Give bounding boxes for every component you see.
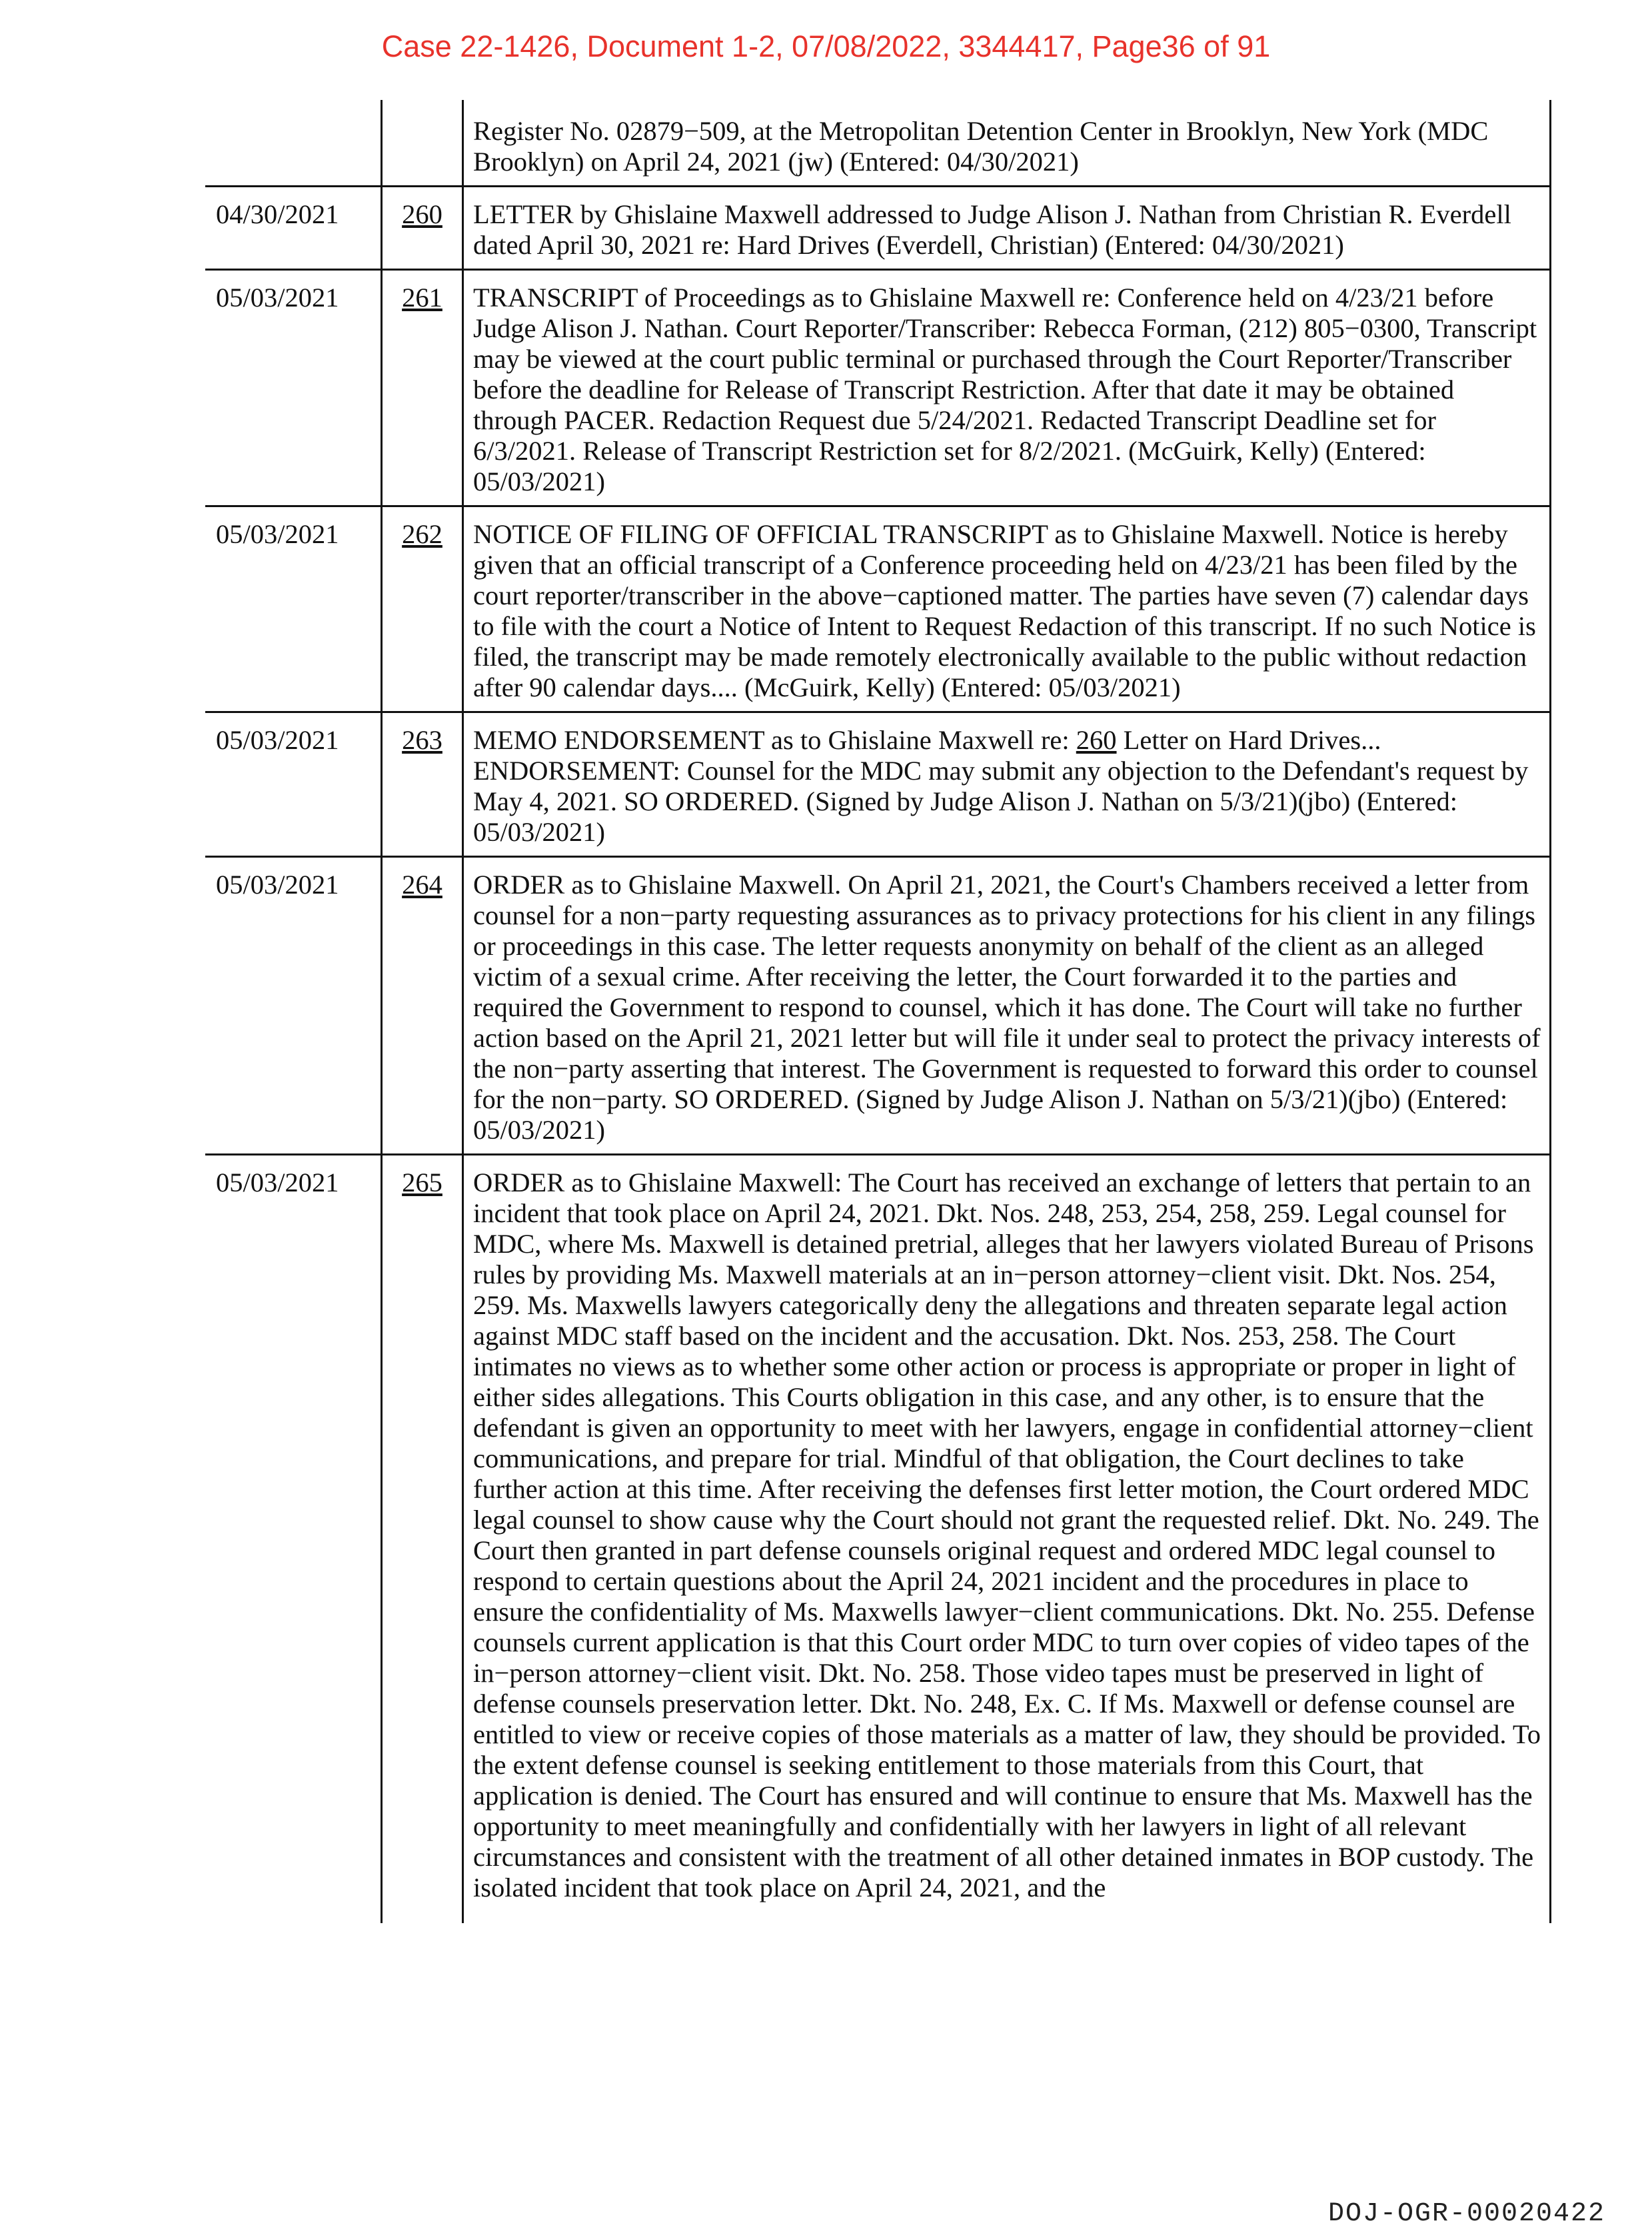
- docket-entry: [205, 507, 1551, 713]
- entry-number-cell: [381, 858, 462, 1153]
- entry-number-cell: [381, 100, 462, 185]
- entry-number-cell: [381, 713, 462, 856]
- entry-number-link[interactable]: 265: [402, 1167, 442, 1197]
- docket-entry: [205, 271, 1551, 507]
- entry-text: TRANSCRIPT of Proceedings as to Ghislaine Maxwell re: Conference held on 4/23/21 before Judge Alison J. Nathan. Court Reporter/Transcriber: Rebecca Forman, (212) 805−0300, Transcript may be viewed at the court public terminal or purchased through the Court Reporter/Transcriber before the deadline for Release of Transcript Restriction. After that date it may be obtained through PACER. Redaction Request due 5/24/2021. Redacted Transcript Deadline set for 6/3/2021. Release of Transcript Restriction set for 8/2/2021. (McGuirk, Kelly) (Entered: 05/03/2021): [462, 271, 1551, 505]
- entry-number-cell: [381, 507, 462, 711]
- entry-text: LETTER by Ghislaine Maxwell addressed to Judge Alison J. Nathan from Christian R. Everdell dated April 30, 2021 re: Hard Drives (Everdell, Christian) (Entered: 04/30/2021): [462, 187, 1551, 269]
- entry-date: 05/03/2021: [216, 1167, 339, 1197]
- entry-text-after-ref: Letter on Hard Drives... ENDORSEMENT: Counsel for the MDC may submit any objection to the Defendant's request by May 4, 2021. SO ORDERED. (Signed by Judge Alison J. Nathan on 5/3/21)(jbo) (Entered: 05/03/2021): [473, 725, 1529, 847]
- docket-entry: [205, 1155, 1551, 1923]
- entry-number-link[interactable]: 260: [402, 199, 442, 229]
- entry-number-cell: [381, 187, 462, 269]
- docket-table: [205, 100, 1551, 2106]
- docket-entry: [205, 713, 1551, 858]
- entry-text: [462, 713, 1551, 856]
- entry-number-link[interactable]: 264: [402, 870, 442, 900]
- case-header: Case 22-1426, Document 1-2, 07/08/2022, 3344417, Page36 of 91: [381, 29, 1271, 63]
- entry-number-cell: [381, 1155, 462, 1923]
- bates-number: DOJ-OGR-00020422: [1327, 2199, 1605, 2229]
- entry-text: ORDER as to Ghislaine Maxwell: The Court has received an exchange of letters that pertain to an incident that took place on April 24, 2021. Dkt. Nos. 248, 253, 254, 258, 259. Legal counsel for MDC, where Ms. Maxwell is detained pretrial, alleges that her lawyers violated Bureau of Prisons rules by providing Ms. Maxwell materials at an in−person attorney−client visit. Dkt. Nos. 254, 259. Ms. Maxwells lawyers categorically deny the allegations and threaten separate legal action against MDC staff based on the incident and the accusation. Dkt. Nos. 253, 258. The Court intimates no views as to whether some other action or process is appropriate or proper in light of either sides allegations. This Courts obligation in this case, and any other, is to ensure that the defendant is given an opportunity to meet with her lawyers, engage in confidential attorney−client communications, and prepare for trial. Mindful of that obligation, the Court declines to take further action at this time. After receiving the defenses first letter motion, the Court ordered MDC legal counsel to show cause why the Court should not grant the requested relief. Dkt. No. 249. The Court then granted in part defense counsels original request and ordered MDC legal counsel to respond to certain questions about the April 24, 2021 incident and the procedures in place to ensure the confidentiality of Ms. Maxwells lawyer−client communications. Dkt. No. 255. Defense counsels current application is that this Court order MDC to turn over copies of video tapes of the in−person attorney−client visit. Dkt. No. 258. Those video tapes must be preserved in light of defense counsels preservation letter. Dkt. No. 248, Ex. C. If Ms. Maxwell or defense counsel are entitled to view or receive copies of those materials as a matter of law, they should be provided. To the extent defense counsel is seeking entitlement to those materials from this Court, that application is denied. The Court has ensured and will continue to ensure that Ms. Maxwell has the opportunity to meet meaningfully and confidentially with her lawyers in light of all relevant circumstances and consistent with the treatment of all other detained inmates in BOP custody. The isolated incident that took place on April 24, 2021, and the: [462, 1155, 1551, 1923]
- docket-reference-link[interactable]: 260: [1076, 725, 1117, 755]
- docket-entry: [205, 858, 1551, 1155]
- entry-number-cell: [381, 271, 462, 505]
- entry-number-link[interactable]: 263: [402, 725, 442, 755]
- entry-date: 04/30/2021: [216, 199, 339, 229]
- entry-text: Register No. 02879−509, at the Metropolitan Detention Center in Brooklyn, New York (MDC Brooklyn) on April 24, 2021 (jw) (Entered: 04/30/2021): [462, 100, 1551, 185]
- entry-date: 05/03/2021: [216, 870, 339, 900]
- entry-number-link[interactable]: 261: [402, 283, 442, 313]
- entry-date: 05/03/2021: [216, 519, 339, 549]
- docket-entry: [205, 100, 1551, 187]
- entry-text: NOTICE OF FILING OF OFFICIAL TRANSCRIPT as to Ghislaine Maxwell. Notice is hereby given that an official transcript of a Conference proceeding held on 4/23/21 has been filed by the court reporter/transcriber in the above−captioned matter. The parties have seven (7) calendar days to file with the court a Notice of Intent to Request Redaction of this transcript. If no such Notice is filed, the transcript may be made remotely electronically available to the public without redaction after 90 calendar days.... (McGuirk, Kelly) (Entered: 05/03/2021): [462, 507, 1551, 711]
- docket-entry: [205, 187, 1551, 271]
- entry-text: ORDER as to Ghislaine Maxwell. On April 21, 2021, the Court's Chambers received a letter from counsel for a non−party requesting assurances as to privacy protections for his client in any filings or proceedings in this case. The letter requests anonymity on behalf of the client as an alleged victim of a sexual crime. After receiving the letter, the Court forwarded it to the parties and required the Government to respond to counsel, which it has done. The Court will take no further action based on the April 21, 2021 letter but will file it under seal to protect the privacy interests of the non−party asserting that interest. The Government is requested to forward this order to counsel for the non−party. SO ORDERED. (Signed by Judge Alison J. Nathan on 5/3/21)(jbo) (Entered: 05/03/2021): [462, 858, 1551, 1153]
- entry-date: 05/03/2021: [216, 725, 339, 755]
- entry-number-link[interactable]: 262: [402, 519, 442, 549]
- entry-date: [205, 100, 381, 185]
- entry-text-before-ref: MEMO ENDORSEMENT as to Ghislaine Maxwell re:: [473, 725, 1076, 755]
- entry-date: 05/03/2021: [216, 283, 339, 313]
